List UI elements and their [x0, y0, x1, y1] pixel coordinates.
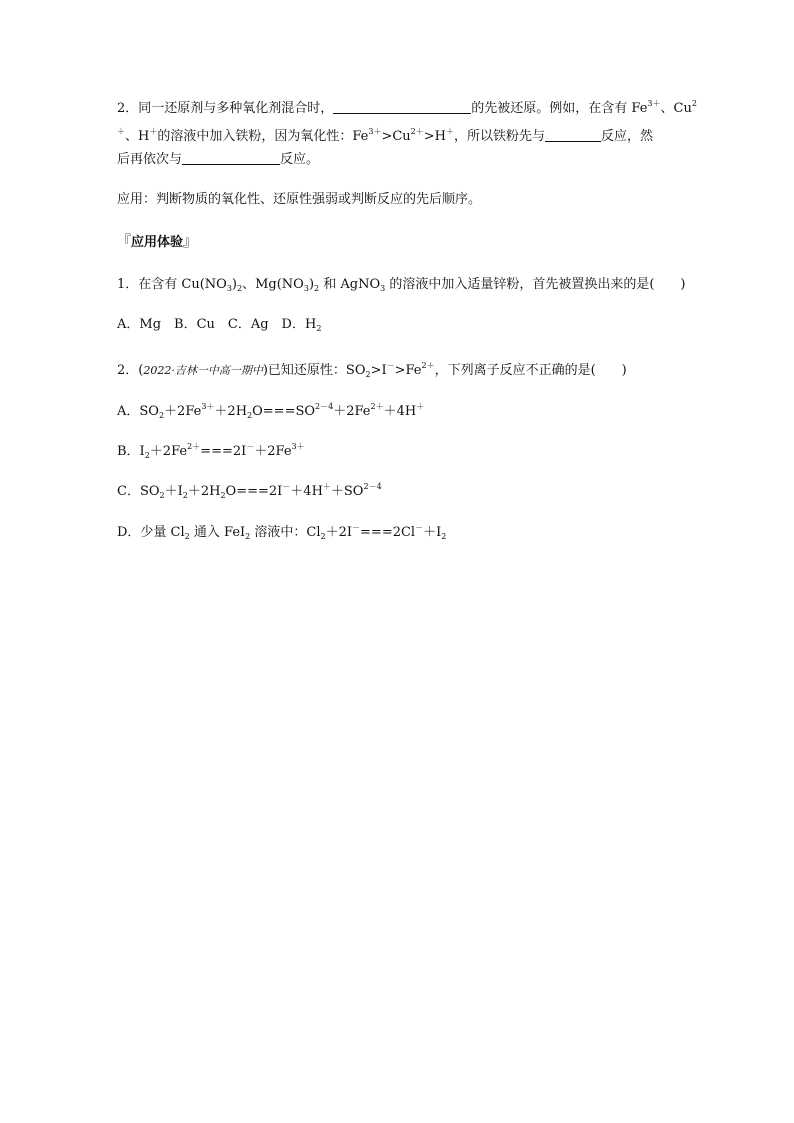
superscript: ＋	[446, 127, 454, 136]
superscript: 2＋	[187, 442, 201, 451]
subscript: 2	[220, 491, 226, 500]
text: ，所以铁粉先与	[454, 129, 546, 144]
text: 后再依次与	[117, 152, 183, 167]
question-source: 2022·吉林一中高一期中	[143, 364, 263, 377]
bracket-open: 『	[117, 234, 131, 250]
superscript: 2－4	[315, 402, 334, 411]
rule2-line3	[117, 150, 319, 170]
superscript: －	[352, 523, 361, 532]
text: 和 AgNO	[319, 277, 381, 292]
superscript: ＋	[117, 127, 125, 136]
superscript: 2－4	[363, 482, 382, 491]
text: C．SO	[117, 484, 160, 499]
option-c	[117, 477, 382, 506]
text: )	[308, 277, 315, 292]
text: >I	[370, 363, 387, 378]
text: ＋2Fe	[254, 444, 292, 459]
superscript: －	[386, 361, 395, 370]
text: 通入 FeI	[189, 525, 246, 540]
rule2-line1	[117, 94, 697, 119]
text: ＋2I	[325, 525, 353, 540]
subscript: 3	[303, 284, 309, 293]
text: B．I	[117, 444, 145, 459]
text: )	[231, 277, 237, 292]
text: O===SO	[252, 404, 316, 419]
subscript: 2	[247, 411, 253, 420]
subscript: 2	[182, 491, 188, 500]
option-b	[117, 437, 305, 466]
section-heading	[117, 232, 197, 253]
text: 、Cu	[660, 101, 692, 116]
text: ＋2Fe	[164, 404, 202, 419]
text: ＋2Fe	[149, 444, 188, 459]
text: ===2Cl	[360, 525, 416, 540]
text: )已知还原性：SO	[262, 363, 366, 378]
fill-blank[interactable]	[545, 127, 601, 142]
subscript: 2	[245, 532, 251, 541]
question-1-options	[117, 315, 321, 339]
question-2	[117, 356, 627, 385]
subscript: 2	[184, 532, 190, 541]
rule2-line2	[117, 122, 653, 147]
superscript: ＋	[149, 127, 158, 136]
text: ＋I	[164, 484, 183, 499]
text: 1．在含有 Cu(NO	[117, 277, 227, 292]
text: 的先被还原。例如，在含有 Fe	[471, 101, 648, 116]
subscript: 2	[158, 411, 165, 420]
superscript: －	[415, 523, 424, 532]
text: ，下列离子反应不正确的是( )	[434, 363, 627, 378]
superscript: 3＋	[201, 402, 215, 411]
superscript: 3＋	[368, 127, 382, 136]
text: 反应，然	[601, 129, 654, 144]
text: ＋SO	[330, 484, 364, 499]
text: ＋I	[423, 525, 442, 540]
text: A．SO	[117, 404, 159, 419]
superscript: 3＋	[647, 99, 661, 108]
text: >Fe	[394, 363, 422, 378]
application-line: 应用：判断物质的氧化性、还原性强弱或判断反应的先后顺序。	[117, 192, 482, 207]
options-text: A．Mg B．Cu C．Ag D．H	[117, 317, 317, 332]
subscript: 2	[441, 532, 447, 541]
text: 的溶液中加入铁粉，因为氧化性：Fe	[157, 129, 369, 144]
subscript: 3	[380, 284, 386, 293]
superscript: 2	[691, 99, 697, 108]
subscript: 2	[159, 491, 165, 500]
superscript: ＋	[322, 482, 331, 491]
text: 溶液中：Cl	[250, 525, 321, 540]
section-title: 应用体验	[131, 235, 184, 250]
text: 、Mg(NO	[242, 277, 304, 292]
superscript: 3＋	[291, 442, 305, 451]
option-d	[117, 518, 446, 547]
fill-blank[interactable]	[182, 150, 280, 165]
subscript: 2	[144, 451, 150, 460]
text: 反应。	[280, 152, 320, 167]
superscript: 2＋	[410, 127, 424, 136]
superscript: －	[246, 442, 255, 451]
subscript: 2	[320, 532, 326, 541]
text: >H	[423, 129, 446, 144]
superscript: －	[282, 482, 291, 491]
superscript: 2＋	[370, 402, 384, 411]
subscript: 2	[316, 324, 322, 333]
text: 的溶液中加入适量锌粉，首先被置换出来的是( )	[385, 277, 686, 292]
text: 2．同一还原剂与多种氧化剂混合时，	[117, 101, 334, 116]
subscript: 2	[314, 284, 320, 293]
text: ＋4H	[383, 404, 417, 419]
text: ＋2H	[187, 484, 221, 499]
option-a	[117, 397, 424, 426]
subscript: 2	[365, 370, 371, 379]
fill-blank[interactable]	[333, 99, 471, 114]
text: >Cu	[381, 129, 411, 144]
subscript: 2	[237, 284, 243, 293]
superscript: ＋	[416, 402, 425, 411]
text: ＋2H	[214, 404, 248, 419]
text: 、H	[125, 129, 150, 144]
bracket-close: 』	[183, 234, 198, 250]
text: D．少量 Cl	[117, 525, 185, 540]
subscript: 3	[226, 284, 232, 293]
text: ＋2Fe	[333, 404, 371, 419]
text: ＋4H	[290, 484, 323, 499]
text: ===2I	[200, 444, 247, 459]
text: O===2I	[225, 484, 283, 499]
text: 2．(	[117, 363, 144, 378]
superscript: 2＋	[421, 361, 435, 370]
question-1	[117, 275, 686, 299]
